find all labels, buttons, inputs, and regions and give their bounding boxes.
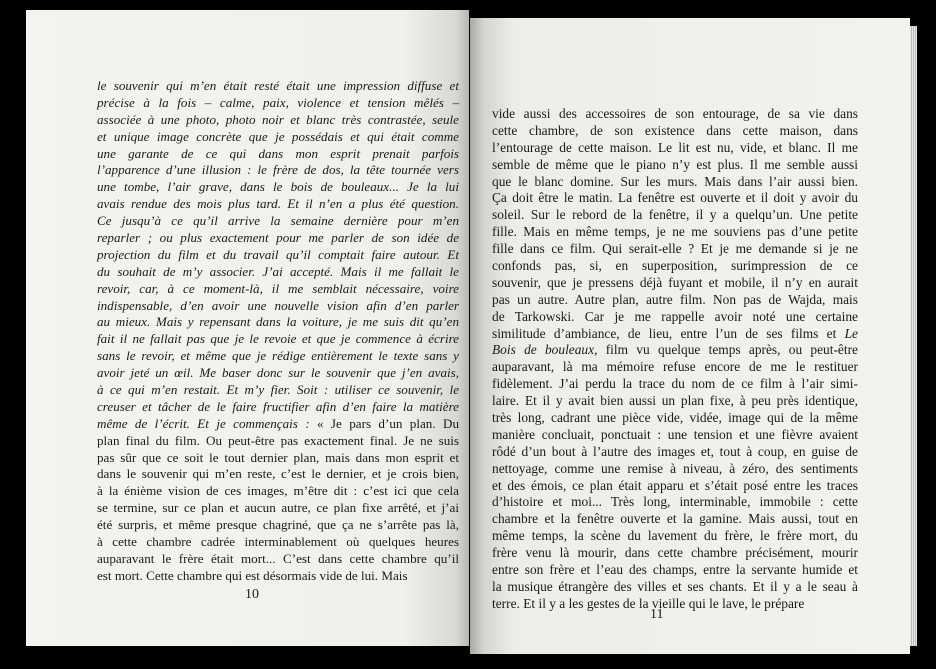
text-line: frère venu là mourir, dans cette chambre précisément, mourir	[492, 545, 858, 561]
page-number-left: 10	[245, 587, 259, 602]
text-line: fille. Mais en même temps, je ne me souviens pas d’une petite	[492, 224, 858, 240]
text-line: semble de même que le piano n’y est plus. Il me semble aussi	[492, 156, 858, 172]
text-line: confonds pas, si, en superposition, surimpression de ce	[492, 258, 858, 274]
text-line: soleil. Sur le rebord de la fenêtre, il y a quelqu’un. Une petite	[492, 207, 858, 223]
page-edges	[910, 26, 917, 646]
text-line-roman: similitude d’ambiance, de lieu, entre l’un de ses films et	[492, 325, 837, 341]
text-line: de Tarkowski. Car je me rappelle avoir noté une certaine	[492, 308, 858, 324]
text-line: Ça doit être le matin. La fenêtre est ouverte et il doit y avoir du	[492, 190, 858, 206]
text-line-roman: , film vu quelque temps après, ou peut-être	[594, 342, 858, 358]
text-line-italic: même de l’écrit. Et je commençais :	[97, 415, 310, 431]
text-line: dans le souvenir qui m’en reste, c’est le dernier, et je crois bien,	[97, 466, 459, 482]
text-line: terre. Et il y a les gestes de la vieille qui le lave, le prépare	[492, 595, 805, 611]
text-line-roman: « Je pars d’un plan. Du	[309, 415, 460, 431]
text-line: nettoyage, comme une remise à niveau, à zéro, des sentiments	[492, 460, 858, 476]
text-line: creuser et tâcher de le faire fructifier afin d’en faire la matière	[97, 398, 459, 414]
text-line: associée à une photo, photo noir et blanc très contrastée, seule	[97, 111, 459, 127]
text-line: et unique image concrète que je possédais et qui était comme	[97, 128, 459, 144]
text-line: auparavant, là ma mémoire refuse encore de me le restituer	[492, 359, 858, 375]
right-page	[470, 18, 910, 654]
text-line: l’entourage de cette maison. Le lit est nu, vide, et blanc. Il me	[492, 139, 858, 155]
text-line: et des émois, ce plan était apparu et s’était posé entre les traces	[492, 477, 858, 493]
text-line: indispensable, d’en avoir une nouvelle vision afin d’en parler	[97, 297, 459, 313]
text-line: manière concluait, ponctuait : une tension et une fièvre avaient	[492, 426, 858, 442]
text-line: plan final du film. Ou peut-être pas exactement final. Je ne suis	[97, 432, 459, 448]
text-line: à la énième vision de ces images, m’être dit : c’est ici que cela	[97, 483, 459, 499]
text-line: une tombe, l’air grave, dans le bois de bouleaux... Je la lui	[97, 179, 459, 195]
text-line: avais rendue des mois plus tard. Et il n’en a plus été question.	[97, 196, 459, 212]
text-line: du souhait de m’y associer. J’ai accepté. Mais il me fallait le	[97, 263, 459, 279]
text-line: pas sûr que ce soit le tout dernier plan, mais dans mon esprit et	[97, 449, 459, 465]
text-line: été surpris, et même presque chagriné, que ça ne s’arrête pas là,	[97, 517, 459, 533]
text-line: est mort. Cette chambre qui est désormais vide de lui. Mais	[97, 567, 408, 583]
text-line	[492, 326, 858, 343]
text-line	[492, 342, 858, 359]
text-line: vide aussi des accessoires de son entourage, de sa vie dans	[492, 106, 858, 121]
text-line: fidèlement. J’ai perdu la trace du nom de ce film à l’air simi-	[492, 376, 858, 392]
right-page-text	[492, 106, 858, 613]
text-line: rôdé d’un bout à l’autre des images et, tout à coup, en guise de	[492, 443, 858, 459]
text-line: précise à la fois – calme, paix, violence et tension mêlés –	[97, 94, 459, 110]
left-page	[26, 10, 469, 646]
text-line: fait il ne fallait pas que je le revoie et que je commence à écrire	[97, 331, 459, 347]
text-line: cette chambre, de son existence dans cette maison, dans	[492, 122, 858, 138]
text-line	[97, 416, 459, 433]
text-line: se termine, sur ce plan et aucun autre, ce plan fixe arrêté, et j’ai	[97, 500, 459, 516]
text-line: entre son frère et l’eau des champs, entre la servante humide et	[492, 562, 858, 578]
page-number-right: 11	[650, 607, 664, 622]
text-line: auparavant le frère était mort... C’est dans cette chambre qu’il	[97, 550, 459, 566]
text-line: avoir jeté un œil. Me baser donc sur le souvenir que j’en avais,	[97, 365, 459, 381]
text-line: le souvenir qui m’en était resté était une impression diffuse et	[97, 78, 459, 93]
text-line: projection du film et du travail qu’il comptait faire autour. Et	[97, 246, 459, 262]
text-line: souvenir, que je pressens déjà fuyant et mobile, il n’y en aurait	[492, 274, 858, 290]
text-line: pas un autre. Autre plan, autre film. Non pas de Wajda, mais	[492, 291, 858, 307]
text-line: au mieux. Mais y repensant dans la voiture, je me suis dit qu’en	[97, 314, 459, 330]
text-line-italic: Bois de bouleaux	[492, 342, 595, 358]
text-line: sans le revoir, et même que je rédige entièrement le texte sans y	[97, 348, 459, 364]
text-line: revoir, car, à ce moment-là, il me semblait nécessaire, voire	[97, 280, 459, 296]
text-line: fille dans ce film. Qui serait-elle ? Et je me demande si je ne	[492, 241, 858, 257]
text-line: chambre et la fenêtre ouverte et la gamine. Mais aussi, tout en	[492, 511, 858, 527]
text-line: très long, cadrant une pièce vide, vidée, image qui de la même	[492, 410, 858, 426]
text-line: que le blanc domine. Sur les murs. Mais dans l’air aussi bien.	[492, 173, 858, 189]
text-line-italic: Le	[844, 325, 858, 341]
text-line: l’apparence d’une illusion : le frère de dos, la tête tournée vers	[97, 162, 459, 178]
text-line: laire. Et il y avait bien aussi un plan fixe, à peu près identique,	[492, 393, 858, 409]
text-line: d’histoire et moi... Très long, interminable, immobile : cette	[492, 494, 858, 510]
text-line: une garante de ce qui dans mon esprit prenait parfois	[97, 145, 459, 161]
text-line: à ce qui m’en restait. Et m’y fier. Soit : utiliser ce souvenir, le	[97, 382, 459, 398]
left-page-text	[97, 78, 459, 585]
text-line: la musique étrangère des villes et ses chants. Et il y a le seau à	[492, 578, 858, 594]
text-line: reparler ; ou plus exactement pour me parler de son idée de	[97, 230, 459, 246]
text-line: même temps, la scène du lavement du frère, le frère mort, du	[492, 528, 858, 544]
text-line: Ce jusqu’à ce qu’il arrive la semaine dernière pour m’en	[97, 213, 459, 229]
text-line: à cette chambre cadrée interminablement où quelques heures	[97, 534, 459, 550]
